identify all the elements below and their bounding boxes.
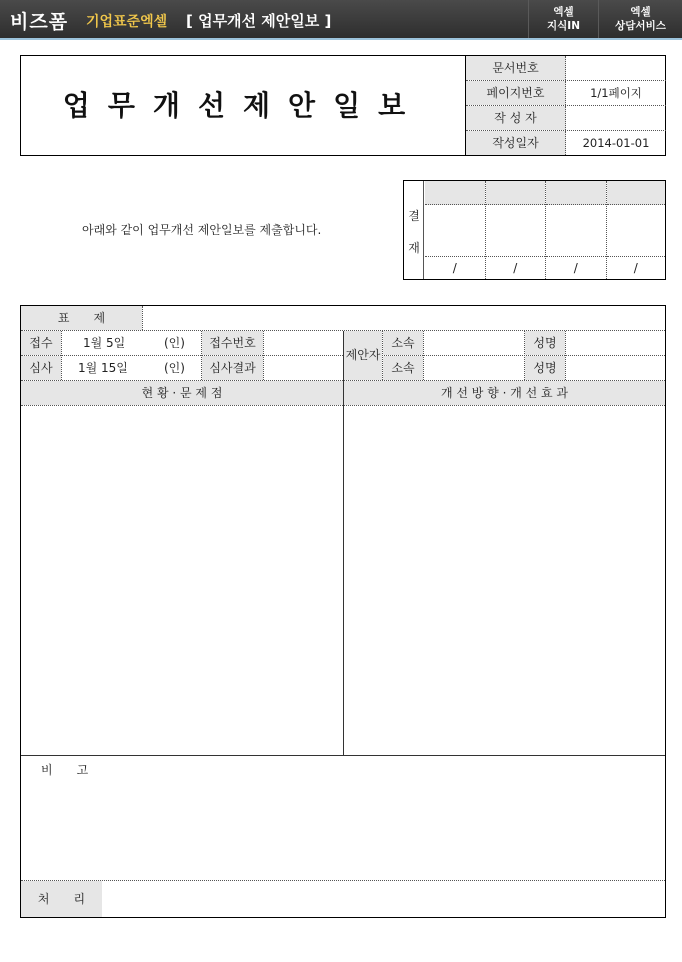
approval-side-label bbox=[404, 181, 424, 279]
approval-signature-cell[interactable] bbox=[486, 205, 546, 257]
receipt-date[interactable]: 1월 5일 bbox=[83, 336, 126, 350]
approval-title-cell[interactable] bbox=[607, 181, 666, 205]
dept-field[interactable] bbox=[424, 356, 524, 380]
writer-value[interactable] bbox=[566, 106, 666, 130]
approval-date-cell[interactable]: / bbox=[573, 261, 578, 275]
review-seal: (인) bbox=[164, 361, 185, 375]
name-field[interactable] bbox=[566, 331, 665, 355]
approval-title-cell[interactable] bbox=[425, 181, 485, 205]
writer-label: 작 성 자 bbox=[466, 106, 566, 130]
subject-field[interactable] bbox=[143, 306, 665, 330]
process-field[interactable] bbox=[103, 881, 665, 917]
page-label: 페이지번호 bbox=[466, 81, 566, 105]
proposal-form bbox=[20, 305, 666, 918]
receipt-seal: (인) bbox=[164, 336, 185, 350]
approval-title-cell[interactable] bbox=[546, 181, 606, 205]
dept-label: 소속 bbox=[383, 356, 423, 380]
intro-text: 아래와 같이 업무개선 제안일보를 제출합니다. bbox=[82, 223, 322, 237]
review-label: 심사 bbox=[21, 356, 61, 380]
approval-side-bottom: 재 bbox=[408, 241, 420, 255]
excel-knowledge-in-button[interactable] bbox=[528, 0, 598, 38]
receipt-no-field[interactable] bbox=[264, 331, 343, 355]
current-status-header: 현 황 · 문 제 점 bbox=[21, 381, 343, 405]
approval-title-cell[interactable] bbox=[486, 181, 546, 205]
doc-no-label: 문서번호 bbox=[466, 56, 566, 80]
approval-column bbox=[607, 181, 666, 279]
approval-column bbox=[425, 181, 486, 279]
dept-label: 소속 bbox=[383, 331, 423, 355]
divider bbox=[21, 755, 665, 756]
receipt-no-label: 접수번호 bbox=[202, 331, 263, 355]
current-status-textarea[interactable] bbox=[21, 406, 343, 755]
remarks-label: 비 고 bbox=[41, 763, 89, 777]
approval-column bbox=[546, 181, 607, 279]
excel-consulting-button[interactable] bbox=[598, 0, 682, 38]
approval-signature-cell[interactable] bbox=[546, 205, 606, 257]
meta-row-page bbox=[466, 81, 666, 106]
review-date[interactable]: 1월 15일 bbox=[78, 361, 128, 375]
approval-signature-cell[interactable] bbox=[425, 205, 485, 257]
document-title: 업무개선제안일보 bbox=[62, 89, 424, 122]
button-line1: 엑셀 bbox=[553, 6, 574, 18]
review-result-label: 심사결과 bbox=[202, 356, 263, 380]
approval-date-cell[interactable]: / bbox=[633, 261, 638, 275]
approval-signature-cell[interactable] bbox=[607, 205, 666, 257]
button-line2: 지식IN bbox=[547, 20, 580, 32]
date-value[interactable]: 2014-01-01 bbox=[582, 136, 650, 150]
meta-row-doc-no bbox=[466, 56, 666, 81]
name-field[interactable] bbox=[566, 356, 665, 380]
approval-box bbox=[403, 180, 666, 280]
bizform-logo[interactable]: 비즈폼 bbox=[10, 11, 69, 33]
document-meta-table bbox=[465, 56, 665, 155]
header-tagline: 기업표준엑셀 bbox=[86, 14, 168, 30]
button-line1: 엑셀 bbox=[630, 6, 651, 18]
header-document-name: [ 업무개선 제안일보 ] bbox=[186, 12, 332, 30]
proposer-label: 제안자 bbox=[344, 331, 382, 380]
meta-row-writer bbox=[466, 106, 666, 131]
name-label: 성명 bbox=[525, 356, 565, 380]
approval-date-cell[interactable]: / bbox=[513, 261, 518, 275]
receipt-label: 접수 bbox=[21, 331, 61, 355]
meta-row-date bbox=[466, 131, 666, 155]
approval-date-cell[interactable]: / bbox=[452, 261, 457, 275]
top-banner bbox=[0, 0, 682, 40]
process-label: 처 리 bbox=[21, 881, 102, 917]
approval-column bbox=[486, 181, 547, 279]
dept-field[interactable] bbox=[424, 331, 524, 355]
subject-label: 표 제 bbox=[21, 306, 142, 330]
title-block bbox=[20, 55, 666, 156]
date-label: 작성일자 bbox=[466, 131, 566, 155]
improvement-header: 개 선 방 향 · 개 선 효 과 bbox=[344, 381, 665, 405]
page-value[interactable]: 1/1페이지 bbox=[590, 86, 642, 100]
approval-side-top: 결 bbox=[408, 209, 420, 223]
doc-no-value[interactable] bbox=[566, 56, 666, 80]
remarks-textarea[interactable] bbox=[21, 782, 665, 880]
name-label: 성명 bbox=[525, 331, 565, 355]
review-result-field[interactable] bbox=[264, 356, 343, 380]
button-line2: 상담서비스 bbox=[615, 20, 666, 32]
improvement-textarea[interactable] bbox=[344, 406, 665, 755]
